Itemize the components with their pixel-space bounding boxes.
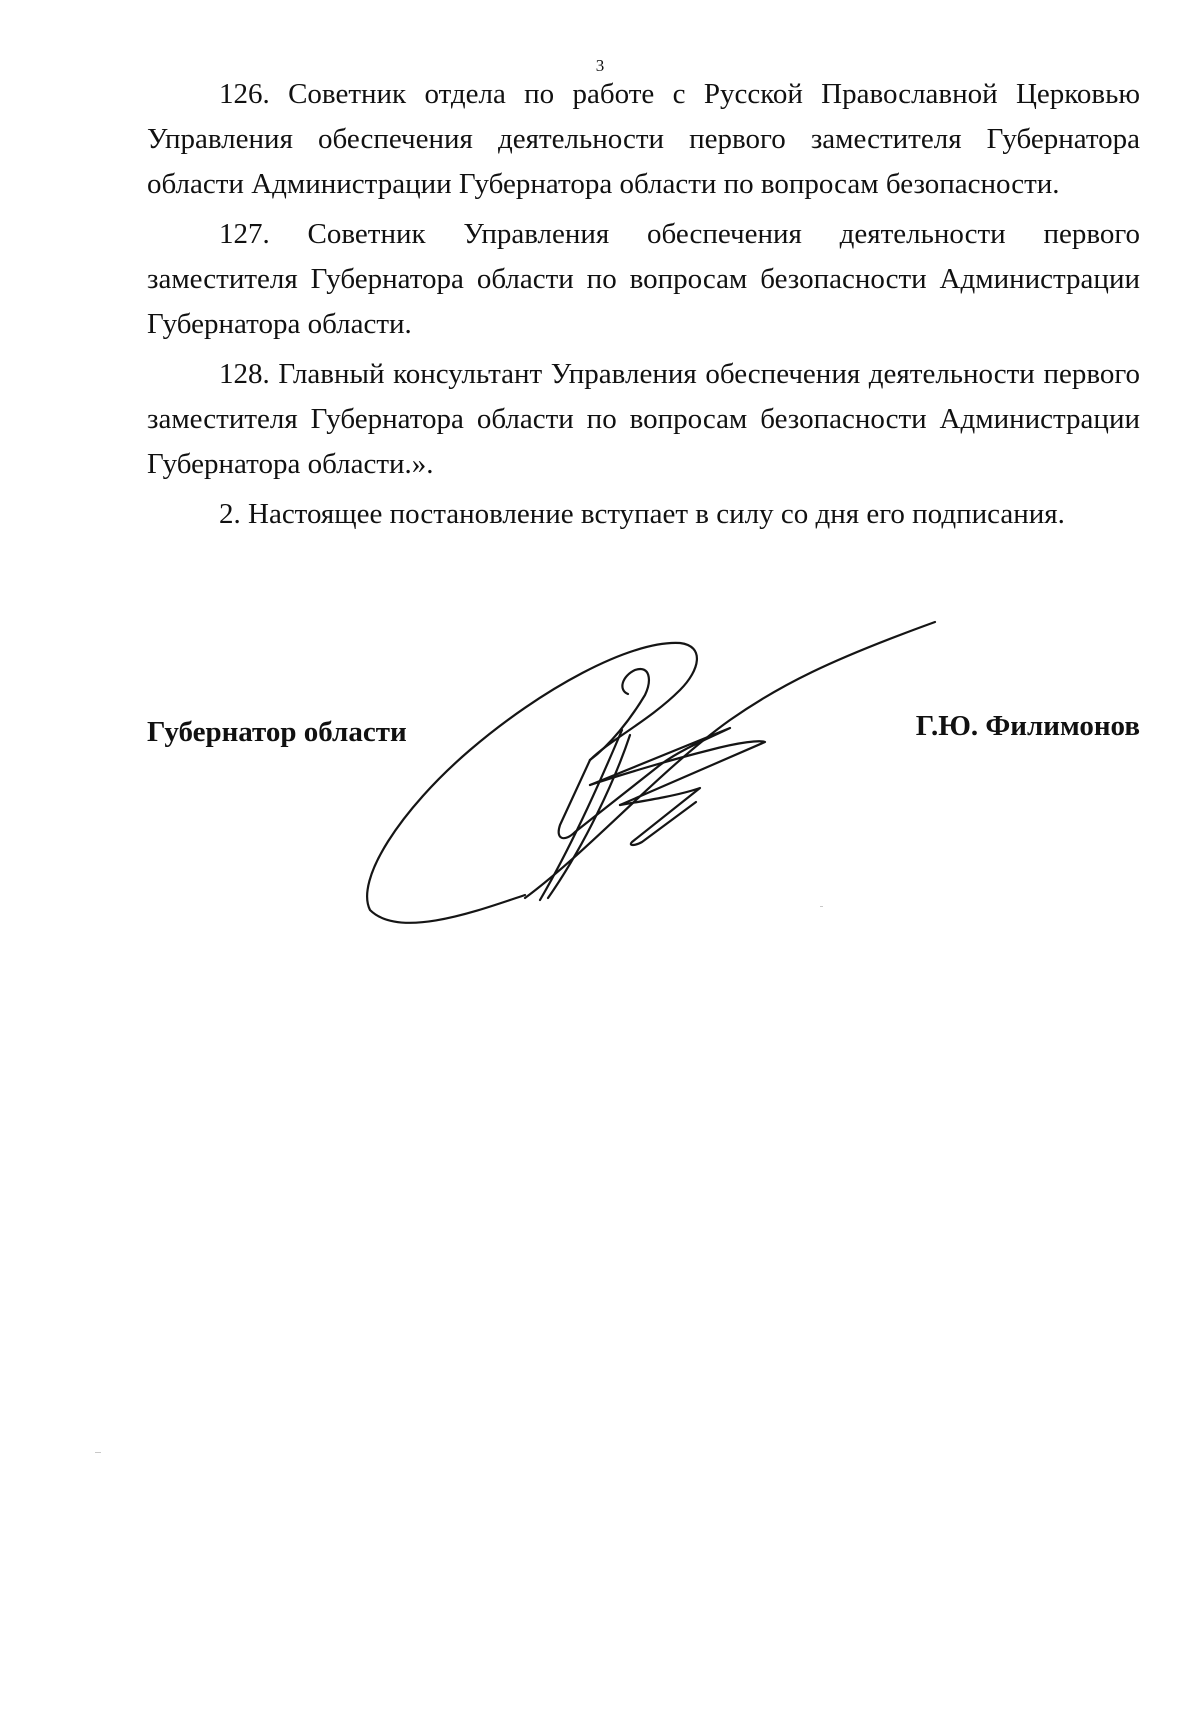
paragraph-effective-date: 2. Настоящее постановление вступает в силу со дня его подписания. bbox=[219, 498, 1065, 530]
signatory-name: Г.Ю. Филимонов bbox=[915, 710, 1140, 742]
paragraph-127: 127. Советник Управления обеспечения деятельности первого заместителя Губернатора области по вопросам безопасности Администрации Губернатора области. bbox=[147, 218, 1140, 340]
page-number: 3 bbox=[595, 56, 605, 75]
scan-speck bbox=[95, 1452, 101, 1453]
paragraph-126: 126. Советник отдела по работе с Русской Православной Церковью Управления обеспечения деятельности первого заместителя Губернатора области Администрации Губернатора области по вопросам безопасности. bbox=[147, 78, 1140, 200]
handwritten-signature bbox=[360, 610, 940, 950]
signatory-position: Губернатор области bbox=[147, 716, 407, 748]
document-body bbox=[147, 72, 1140, 542]
scan-speck bbox=[820, 906, 823, 907]
paragraph-128: 128. Главный консультант Управления обеспечения деятельности первого заместителя Губернатора области по вопросам безопасности Администрации Губернатора области.». bbox=[147, 358, 1140, 480]
